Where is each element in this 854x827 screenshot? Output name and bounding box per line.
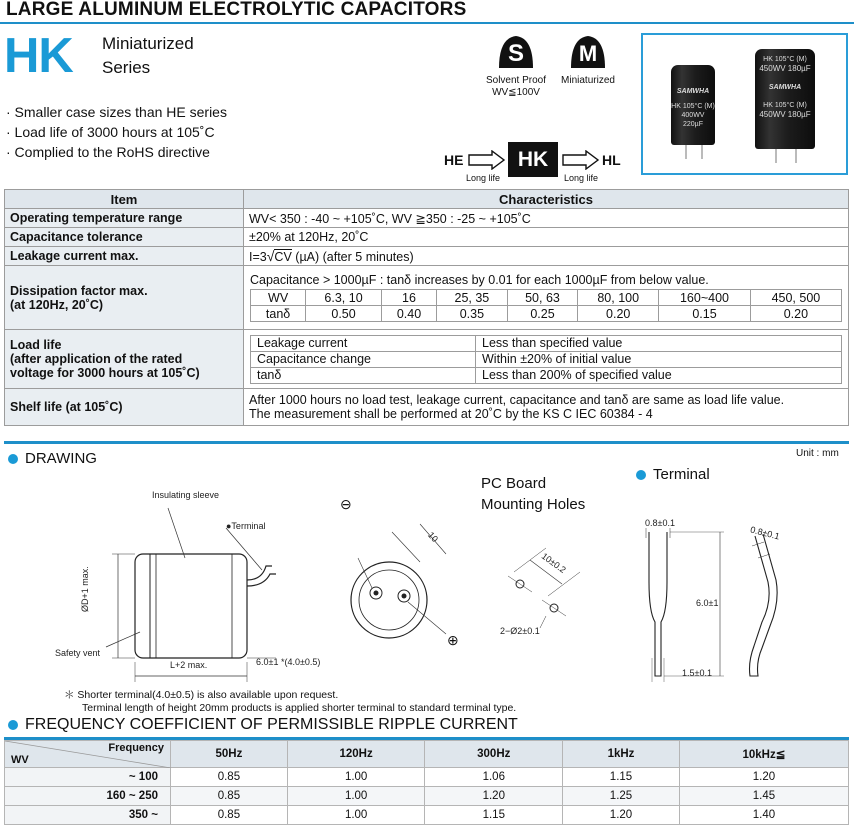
- ripple-heading: [8, 716, 518, 734]
- load-cell: Leakage current: [251, 335, 476, 351]
- plus-icon: ⊕: [447, 632, 459, 648]
- coefficient-cell: 1.00: [287, 806, 425, 825]
- cap-print: 400WV 220µF: [681, 112, 705, 128]
- df-value-cell: 0.35: [437, 306, 508, 322]
- series-code: HK: [4, 29, 73, 83]
- arrow-right-icon: [562, 150, 600, 170]
- coefficient-cell: 1.40: [679, 806, 848, 825]
- wv-cell: 160 ~ 250: [5, 787, 171, 806]
- cap-print: HK 105°C (M): [763, 102, 807, 109]
- table-row: [5, 768, 849, 787]
- load-row: [251, 335, 842, 351]
- coefficient-cell: 1.15: [425, 806, 563, 825]
- flow-right-sub: Long life: [564, 173, 599, 183]
- df-value-cell: 0.50: [306, 306, 382, 322]
- load-row: [251, 351, 842, 367]
- shelf-text: After 1000 hours no load test, leakage current, capacitance and tanδ are same as load life value.: [249, 393, 785, 407]
- flow-left-sub: Long life: [466, 173, 501, 183]
- pcb-title-line: Mounting Holes: [481, 496, 586, 513]
- table-header-row: [5, 190, 849, 209]
- df-head-row: [251, 290, 842, 306]
- length-label: L+2 max.: [170, 660, 208, 670]
- coefficient-cell: 1.06: [425, 768, 563, 787]
- capacitor-large-image: [755, 49, 815, 149]
- insulating-sleeve-label: Insulating sleeve: [152, 490, 220, 500]
- note-line: Terminal length of height 20mm products is applied shorter terminal to standard terminal type.: [82, 702, 517, 714]
- df-head-cell: 16: [381, 290, 436, 306]
- coefficient-cell: 1.20: [679, 768, 848, 787]
- capacitor-small-image: [671, 65, 715, 145]
- df-head-cell: 25, 35: [437, 290, 508, 306]
- table-row: [5, 330, 849, 389]
- coefficient-cell: 0.85: [171, 806, 288, 825]
- lead: [701, 145, 703, 159]
- terminal-width-label: 0.8±0.1: [645, 518, 675, 528]
- diameter-label: ØD+1 max.: [80, 566, 90, 612]
- leader-line: [168, 508, 185, 558]
- load-life-table: [250, 335, 842, 384]
- capacitor-side-outline: [135, 554, 247, 658]
- series-name: [102, 32, 194, 80]
- spec-table: [4, 189, 849, 426]
- feature-item: · Complied to the RoHS directive: [6, 144, 210, 160]
- freq-header-cell: 120Hz: [287, 741, 425, 768]
- corner-frequency: Frequency: [108, 742, 164, 754]
- terminal-height-label: 6.0±1: [696, 598, 719, 608]
- freq-header-cell: 10kHz≦: [679, 741, 848, 768]
- row-label: Shelf life (at 105˚C): [5, 389, 244, 426]
- minus-icon: ⊖: [340, 496, 352, 512]
- row-value: [244, 389, 849, 426]
- flow-hl: HL: [602, 152, 621, 168]
- table-row: [5, 806, 849, 825]
- badge-letter: M: [578, 41, 598, 66]
- df-value-cell: 0.20: [578, 306, 659, 322]
- df-value-cell: tanδ: [251, 306, 306, 322]
- terminal-straight: [649, 532, 667, 676]
- coefficient-cell: 1.00: [287, 787, 425, 806]
- leak-suffix: (µA) (after 5 minutes): [295, 250, 414, 264]
- section-divider: [4, 441, 849, 444]
- header-characteristics: Characteristics: [244, 190, 849, 209]
- shelf-text: The measurement shall be performed at 20˚C by the KS C IEC 60384 - 4: [249, 407, 653, 421]
- freq-header-cell: 50Hz: [171, 741, 288, 768]
- safety-vent-label: Safety vent: [55, 648, 101, 658]
- df-head-cell: 50, 63: [507, 290, 578, 306]
- corner-cell: [5, 741, 171, 768]
- df-head-cell: WV: [251, 290, 306, 306]
- series-name-line2: Series: [102, 58, 151, 77]
- load-cell: Less than specified value: [476, 335, 842, 351]
- page-title: LARGE ALUMINUM ELECTROLYTIC CAPACITORS: [6, 0, 467, 20]
- table-row: [5, 266, 849, 330]
- badge-caption: Solvent Proof: [485, 75, 547, 86]
- feature-item: · Smaller case sizes than HE series: [6, 104, 227, 120]
- ripple-table: [4, 740, 849, 825]
- coefficient-cell: 1.25: [563, 787, 680, 806]
- df-head-cell: 80, 100: [578, 290, 659, 306]
- sqrt-icon: √: [266, 248, 275, 264]
- badge-letter: S: [507, 40, 525, 67]
- coefficient-cell: 1.00: [287, 768, 425, 787]
- df-value-cell: 0.40: [381, 306, 436, 322]
- row-value: [244, 330, 849, 389]
- drawing-note: [64, 689, 516, 715]
- df-table: [250, 289, 842, 322]
- load-label: Load life: [10, 338, 62, 352]
- coefficient-cell: 1.20: [563, 806, 680, 825]
- pcb-title-line: PC Board: [481, 475, 547, 492]
- pcb-title: [481, 473, 585, 515]
- terminal-bent: [750, 534, 778, 676]
- section-title: FREQUENCY COEFFICIENT OF PERMISSIBLE RIPPLE CURRENT: [25, 716, 518, 733]
- cap-print: 450WV 180µF: [759, 110, 811, 119]
- row-label: Leakage current max.: [5, 247, 244, 266]
- ripple-header-row: [5, 741, 849, 768]
- flow-he: HE: [444, 152, 464, 168]
- header-item: Item: [5, 190, 244, 209]
- load-row: [251, 367, 842, 383]
- df-head-cell: 160~400: [659, 290, 751, 306]
- miniaturized-badge: [556, 32, 620, 87]
- row-label: [5, 266, 244, 330]
- badge-caption: WV≦100V: [492, 87, 540, 98]
- note-line: ＊ Shorter terminal(4.0±0.5) is also available upon request.: [64, 689, 339, 701]
- table-row: [5, 787, 849, 806]
- df-head-cell: 450, 500: [750, 290, 841, 306]
- table-row: [5, 389, 849, 426]
- miniaturized-icon: [567, 32, 609, 70]
- coefficient-cell: 1.20: [425, 787, 563, 806]
- lead: [685, 145, 687, 159]
- leader-line: [226, 528, 262, 570]
- terminal-heading: [636, 466, 710, 483]
- row-value: [244, 247, 849, 266]
- load-cell: Within ±20% of initial value: [476, 351, 842, 367]
- row-label: Operating temperature range: [5, 209, 244, 228]
- load-cell: Capacitance change: [251, 351, 476, 367]
- load-label-sub: (after application of the rated: [10, 352, 183, 366]
- df-head-cell: 6.3, 10: [306, 290, 382, 306]
- row-value: ±20% at 120Hz, 20˚C: [244, 228, 849, 247]
- solvent-proof-icon: [495, 32, 537, 70]
- flow-hk: HK: [508, 142, 558, 177]
- load-cell: tanδ: [251, 367, 476, 383]
- solvent-proof-badge: [484, 32, 548, 99]
- badge-caption: Miniaturized: [561, 75, 615, 86]
- arrow-right-icon: [468, 150, 506, 170]
- unit-label: Unit : mm: [796, 448, 839, 459]
- load-cell: Less than 200% of specified value: [476, 367, 842, 383]
- cap-print: HK 105°C (M): [763, 56, 807, 63]
- product-photo: [641, 33, 848, 175]
- lead-length-label: 6.0±1 *(4.0±0.5): [256, 657, 321, 667]
- pitch-label: 10: [425, 529, 441, 545]
- terminal-foot-label: 1.5±0.1: [682, 668, 712, 678]
- lead: [775, 149, 777, 163]
- cap-print: 450WV 180µF: [759, 64, 811, 73]
- pcb-pitch-label: 10±0.2: [539, 550, 568, 576]
- row-label: Capacitance tolerance: [5, 228, 244, 247]
- series-name-line1: Miniaturized: [102, 34, 194, 53]
- df-value-row: [251, 306, 842, 322]
- row-value: WV< 350 : -40 ~ +105˚C, WV ≧350 : -25 ~ +105˚C: [244, 209, 849, 228]
- freq-header-cell: 300Hz: [425, 741, 563, 768]
- table-row: [5, 247, 849, 266]
- df-value-cell: 0.20: [750, 306, 841, 322]
- terminal-title: Terminal: [653, 466, 710, 483]
- df-value-cell: 0.15: [659, 306, 751, 322]
- df-value-cell: 0.25: [507, 306, 578, 322]
- coefficient-cell: 1.15: [563, 768, 680, 787]
- row-label: [5, 330, 244, 389]
- table-row: [5, 209, 849, 228]
- coefficient-cell: 0.85: [171, 787, 288, 806]
- cap-brand: SAMWHA: [768, 84, 802, 91]
- terminal-width-label: 0.8±0.1: [749, 524, 781, 542]
- table-row: [5, 228, 849, 247]
- leak-sqrt-term: CV: [274, 250, 292, 264]
- section-title: DRAWING: [25, 450, 97, 467]
- cap-brand: SAMWHA: [676, 88, 710, 95]
- leak-prefix: I=3: [249, 250, 267, 264]
- freq-header-cell: 1kHz: [563, 741, 680, 768]
- coefficient-cell: 0.85: [171, 768, 288, 787]
- bullet-icon: [636, 470, 646, 480]
- df-note: Capacitance > 1000µF : tanδ increases by 0.01 for each 1000µF from below value.: [250, 273, 709, 287]
- feature-item: · Load life of 3000 hours at 105˚C: [6, 124, 215, 140]
- df-label: Dissipation factor max.: [10, 283, 148, 298]
- pcb-holes-label: 2−Ø2±0.1: [500, 626, 540, 636]
- load-label-sub: voltage for 3000 hours at 105˚C): [10, 366, 200, 380]
- dimension-drawing: [0, 462, 854, 692]
- row-value: [244, 266, 849, 330]
- wv-cell: 350 ~: [5, 806, 171, 825]
- corner-wv: WV: [11, 754, 29, 766]
- bullet-icon: [8, 720, 18, 730]
- cap-print: HK 105°C (M): [671, 103, 715, 110]
- coefficient-cell: 1.45: [679, 787, 848, 806]
- terminal-callout: ●Terminal: [226, 521, 266, 531]
- lead: [795, 149, 797, 163]
- wv-cell: ~ 100: [5, 768, 171, 787]
- capacitor-top-outline: [351, 562, 427, 638]
- df-label-sub: (at 120Hz, 20˚C): [10, 297, 104, 312]
- title-divider: [0, 22, 854, 24]
